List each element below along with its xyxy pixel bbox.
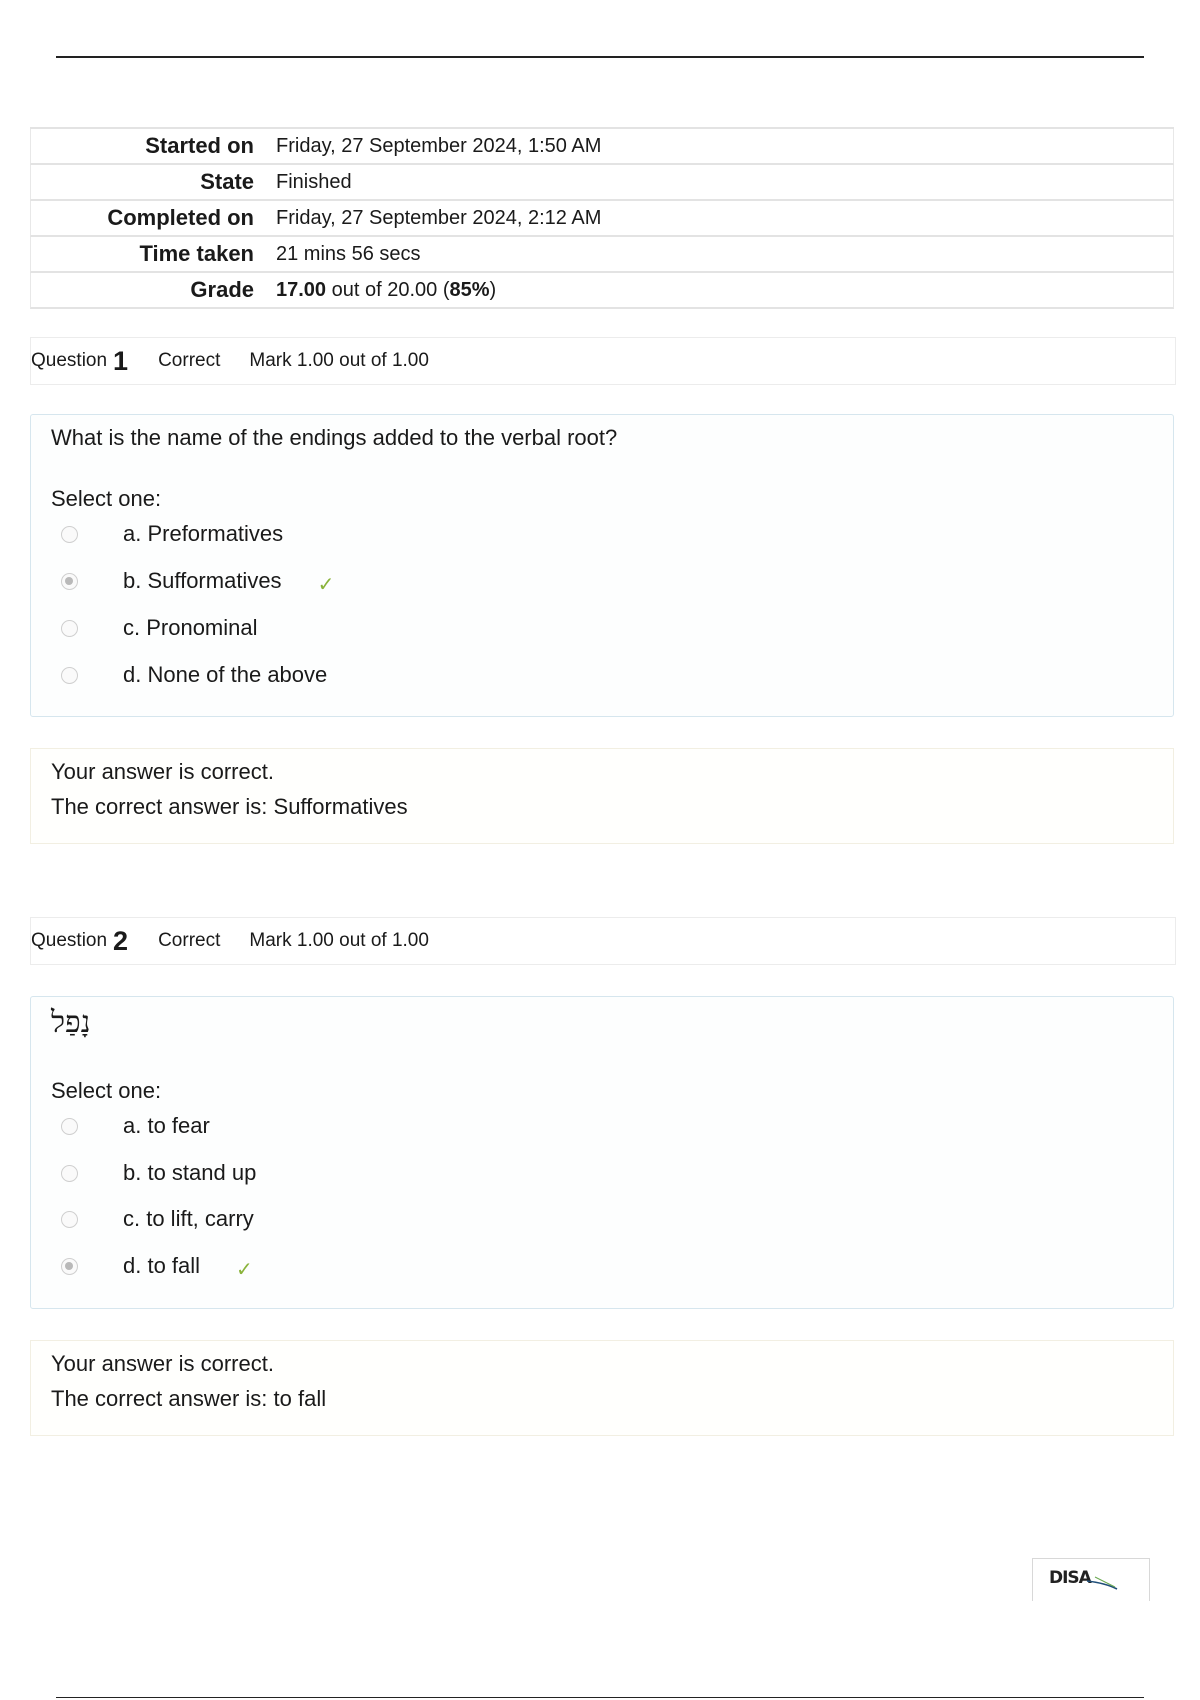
question-content-2 [30,996,1174,1309]
grade-percent: 85% [449,278,490,301]
radio-button[interactable] [61,1211,78,1228]
answer-option-b[interactable] [61,566,334,596]
option-label[interactable]: d. to fall [123,1253,201,1278]
option-label[interactable]: b. to stand up [123,1160,257,1185]
feedback-box-2 [30,1340,1174,1436]
logo-swoosh-icon [1085,1573,1145,1593]
grade-score: 17.00 [276,278,327,301]
radio-button-selected[interactable] [61,573,78,590]
answer-option-c[interactable] [61,1204,254,1234]
summary-value: 21 mins 56 secs [276,242,421,265]
summary-label: Completed on [107,205,254,230]
question-word: Question [31,930,108,951]
attempt-summary-table [30,127,1174,309]
summary-row-completed [30,201,1174,237]
select-one-label: Select one: [51,1078,162,1103]
answer-option-d[interactable] [61,1251,253,1281]
feedback-text: Your answer is correct. [51,759,274,784]
question-mark: Mark 1.00 out of 1.00 [249,350,429,371]
radio-button[interactable] [61,620,78,637]
summary-row-grade [30,273,1174,309]
question-state: Correct [158,350,221,371]
question-state: Correct [158,930,221,951]
grade-end: ) [489,278,497,301]
feedback-box-1 [30,748,1174,844]
question-word: Question [31,350,108,371]
radio-button[interactable] [61,526,78,543]
answer-option-c[interactable] [61,613,258,643]
summary-label: Started on [145,133,254,158]
radio-button[interactable] [61,667,78,684]
logo-text: DISA [1049,1568,1091,1588]
question-number: 1 [113,345,129,376]
radio-button[interactable] [61,1165,78,1182]
feedback-text: Your answer is correct. [51,1351,274,1376]
option-label[interactable]: a. to fear [123,1113,210,1138]
answer-option-a[interactable] [61,1111,210,1141]
question-number: 2 [113,925,129,956]
bottom-rule [56,1697,1144,1698]
answer-option-a[interactable] [61,519,283,549]
summary-value: Friday, 27 September 2024, 1:50 AM [276,134,602,157]
summary-row-state [30,165,1174,201]
answer-option-d[interactable] [61,660,327,690]
correct-check-icon: ✓ [317,573,335,596]
summary-row-started [30,129,1174,165]
correct-check-icon: ✓ [236,1258,253,1281]
question-prompt: What is the name of the endings added to the verbal root? [51,425,618,450]
question-prompt: נָפַל [51,1005,91,1040]
question-info-2 [30,917,1176,965]
right-answer-text: The correct answer is: to fall [51,1386,327,1411]
option-label[interactable]: c. Pronominal [123,615,258,640]
grade-value [276,279,496,302]
option-label[interactable]: b. Sufformatives [123,568,282,593]
question-content-1 [30,414,1174,717]
question-mark: Mark 1.00 out of 1.00 [249,930,429,951]
select-one-label: Select one: [51,486,162,511]
summary-value: Friday, 27 September 2024, 2:12 AM [276,206,602,229]
question-info-1 [30,337,1176,385]
radio-button-selected[interactable] [61,1258,78,1275]
answer-option-b[interactable] [61,1158,256,1188]
summary-label: State [200,169,254,194]
option-label[interactable]: c. to lift, carry [123,1206,254,1231]
right-answer-text: The correct answer is: Sufformatives [51,794,408,819]
summary-label: Grade [190,277,254,302]
summary-row-time [30,237,1174,273]
top-rule [56,56,1144,58]
disa-logo [1032,1558,1150,1601]
option-label[interactable]: d. None of the above [123,662,328,687]
option-label[interactable]: a. Preformatives [123,521,284,546]
grade-mid: out of 20.00 ( [326,278,450,301]
summary-value: Finished [276,170,352,193]
radio-button[interactable] [61,1118,78,1135]
summary-label: Time taken [139,241,254,266]
